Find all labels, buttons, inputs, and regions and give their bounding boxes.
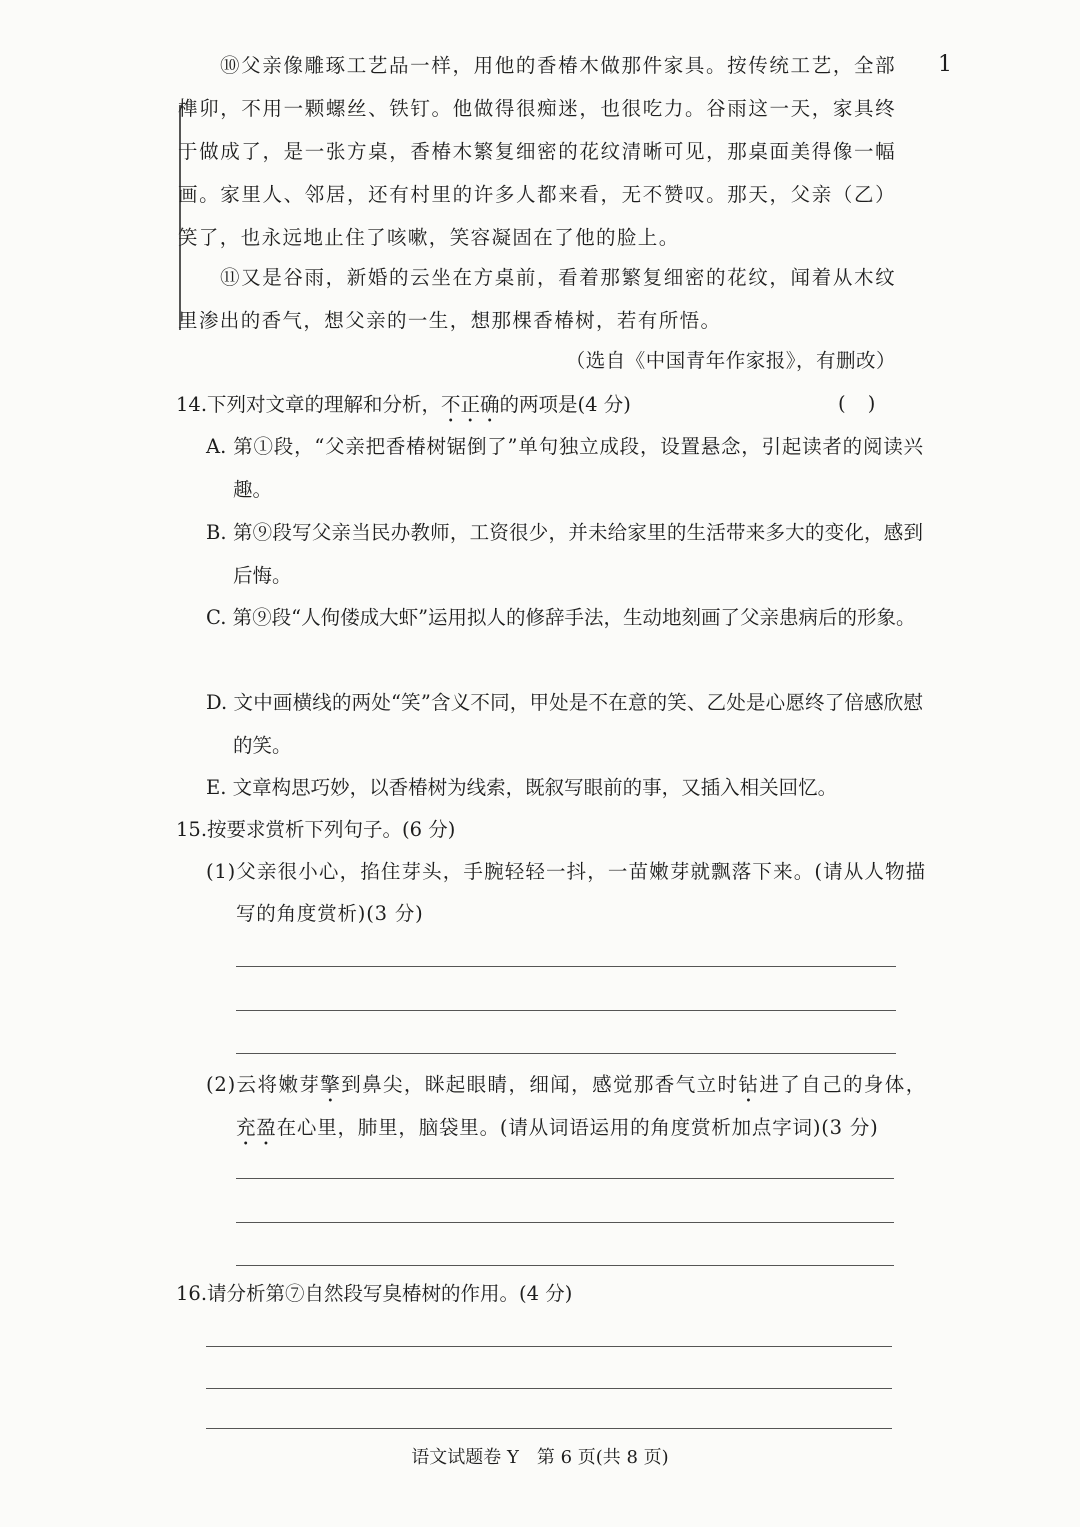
question-15-stem [176, 815, 455, 845]
stem-text: 按要求赏析下列句子。(6 分) [207, 818, 456, 841]
question-15-sub-2 [206, 1064, 926, 1150]
sub-text: 在心里，肺里，脑袋里。(请从词语运用的角度赏析加点字词)(3 分) [276, 1116, 879, 1139]
emphasized-text: 不正确 [441, 393, 500, 416]
sub-text: 到鼻尖，眯起眼睛，细闻，感觉那香气立时 [341, 1073, 739, 1096]
page-footer: 语文试题卷 Y 第 6 页(共 8 页) [411, 1447, 669, 1468]
question-number: 15. [176, 818, 208, 841]
answer-line[interactable] [236, 966, 896, 967]
option-c: C. 第⑨段“人佝偻成大虾”运用拟人的修辞手法，生动地刻画了父亲患病后的形象。 [206, 606, 916, 629]
option-d: D. 文中画横线的两处“笑”含义不同，甲处是不在意的笑、乙处是心愿终了倍感欣慰的笑。 [206, 691, 923, 757]
emphasized-word: 钻 [738, 1073, 760, 1096]
answer-line[interactable] [236, 1053, 896, 1054]
passage-paragraph-11: ⑪又是谷雨，新婚的云坐在方桌前，看着那繁复细密的花纹，闻着从木纹里渗出的香气，想父亲的一生，想那棵香椿树，若有所悟。 [178, 266, 896, 332]
passage-source: （选自《中国青年作家报》，有删改） [565, 349, 896, 372]
answer-line[interactable] [206, 1428, 892, 1429]
passage-paragraph-10: ⑩父亲像雕琢工艺品一样，用他的香椿木做那件家具。按传统工艺，全部榫卯，不用一颗螺丝、铁钉。他做得很痴迷，也很吃力。谷雨这一天，家具终于做成了，是一张方桌，香椿木繁复细密的花纹清晰可见，那桌面美得像一幅画。家里人、邻居，还有村里的许多人都来看，无不赞叹。那天，父亲（乙）笑了，也永远地止住了咳嗽，笑容凝固在了他的脸上。 [178, 54, 896, 249]
stem-text: 下列对文章的理解和分析， [207, 393, 442, 416]
sub-text: 进了自己的身体， [759, 1073, 926, 1096]
question-15-sub-1: (1)父亲很小心，掐住芽头，手腕轻轻一抖，一苗嫩芽就飘落下来。(请从人物描写的角度赏析)(3 分) [206, 860, 926, 925]
question-16-stem [176, 1279, 572, 1309]
stem-text: 请分析第⑦自然段写臭椿树的作用。(4 分) [207, 1282, 573, 1305]
option-a: A. 第①段，“父亲把香椿树锯倒了”单句独立成段，设置悬念，引起读者的阅读兴趣。 [206, 435, 923, 501]
question-number: 14. [176, 393, 208, 416]
answer-line[interactable] [236, 1222, 894, 1223]
answer-line[interactable] [206, 1388, 892, 1389]
sub-text: (2)云将嫩芽 [206, 1073, 321, 1096]
option-e: E. 文章构思巧妙，以香椿树为线索，既叙写眼前的事，又插入相关回忆。 [206, 776, 838, 799]
emphasized-word: 擎 [320, 1073, 342, 1096]
answer-line[interactable] [206, 1346, 892, 1347]
question-number: 16. [176, 1282, 208, 1305]
answer-line[interactable] [236, 1010, 896, 1011]
stem-text: 的两项是(4 分) [499, 393, 631, 416]
emphasized-word: 充盈 [236, 1116, 277, 1139]
margin-number: 1 [938, 52, 952, 77]
question-14-stem [176, 390, 631, 427]
answer-line[interactable] [236, 1265, 894, 1266]
answer-line[interactable] [236, 1178, 894, 1179]
option-b: B. 第⑨段写父亲当民办教师，工资很少，并未给家里的生活带来多大的变化，感到后悔。 [206, 521, 923, 587]
answer-bracket[interactable]: ( ) [838, 392, 884, 415]
